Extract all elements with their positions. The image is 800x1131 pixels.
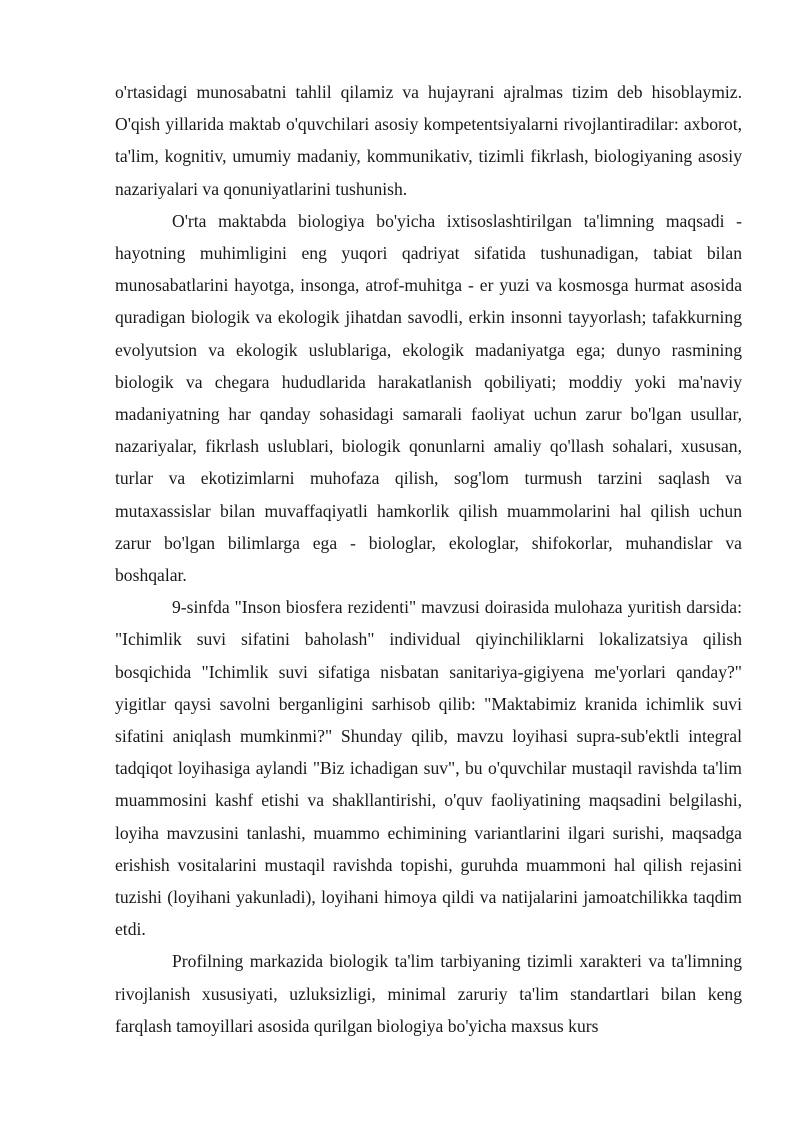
paragraph-grade9-project: 9-sinfda "Inson biosfera rezidenti" mavzusi doirasida mulohaza yuritish darsida: "Ichimlik suvi sifatini baholash" individual qiyinchiliklarni lokalizatsiya qilish bosqichida "Ichimlik suvi sifatiga nisbatan sanitariya-gigiyena me'yorlari qanday?" yigitlar qaysi savolni berganligini sarhisob qilib: "Maktabimiz kranida ichimlik suvi sifatini aniqlash mumkinmi?" Shunday qilib, mavzu loyihasi supra-sub'ektli integral tadqiqot loyihasiga aylandi "Biz ichadigan suv", bu o'quvchilar mustaqil ravishda ta'lim muammosini kashf etishi va shakllantirishi, o'quv faoliyatining maqsadini belgilashi, loyiha mavzusini tanlashi, muammo echimining variantlarini ilgari surishi, maqsadga erishish vositalarini mustaqil ravishda topishi, guruhda muammoni hal qilish rejasini tuzishi (loyihani yakunladi), loyihani himoya qildi va natijalarini jamoatchilikka taqdim etdi. [115, 597, 742, 940]
paragraph-profile-center: Profilning markazida biologik ta'lim tarbiyaning tizimli xarakteri va ta'limning rivojlanish xususiyati, uzluksizligi, minimal zaruriy ta'lim standartlari bilan keng farqlash tamoyillari asosida qurilgan biologiya bo'yicha maxsus kurs [115, 951, 742, 1036]
document-page [115, 76, 742, 1042]
paragraph-specialized-education-goal: O'rta maktabda biologiya bo'yicha ixtisoslashtirilgan ta'limning maqsadi - hayotning muhimligini eng yuqori qadriyat sifatida tushunadigan, tabiat bilan munosabatlarini hayotga, insonga, atrof-muhitga - er yuzi va kosmosga hurmat asosida quradigan biologik va ekologik jihatdan savodli, erkin insonni tayyorlash; tafakkurning evolyutsion va ekologik uslublariga, ekologik madaniyatga ega; dunyo rasmining biologik va chegara hududlarida harakatlanish qobiliyati; moddiy yoki ma'naviy madaniyatning har qanday sohasidagi samarali faoliyat uchun zarur bo'lgan usullar, nazariyalar, fikrlash uslublari, biologik qonunlarni amaliy qo'llash sohalari, xususan, turlar va ekotizimlarni muhofaza qilish, sog'lom turmush tarzini saqlash va mutaxassislar bilan muvaffaqiyatli hamkorlik qilish muammolarini hal qilish uchun zarur bo'lgan bilimlarga ega - biologlar, ekologlar, shifokorlar, muhandislar va boshqalar. [115, 210, 742, 586]
paragraph-continuation: o'rtasidagi munosabatni tahlil qilamiz va hujayrani ajralmas tizim deb hisoblaymiz. O'qish yillarida maktab o'quvchilari asosiy kompetentsiyalarni rivojlantiradilar: axborot, ta'lim, kognitiv, umumiy madaniy, kommunikativ, tizimli fikrlash, biologiyaning asosiy nazariyalari va qonuniyatlarini tushunish. [115, 82, 742, 199]
